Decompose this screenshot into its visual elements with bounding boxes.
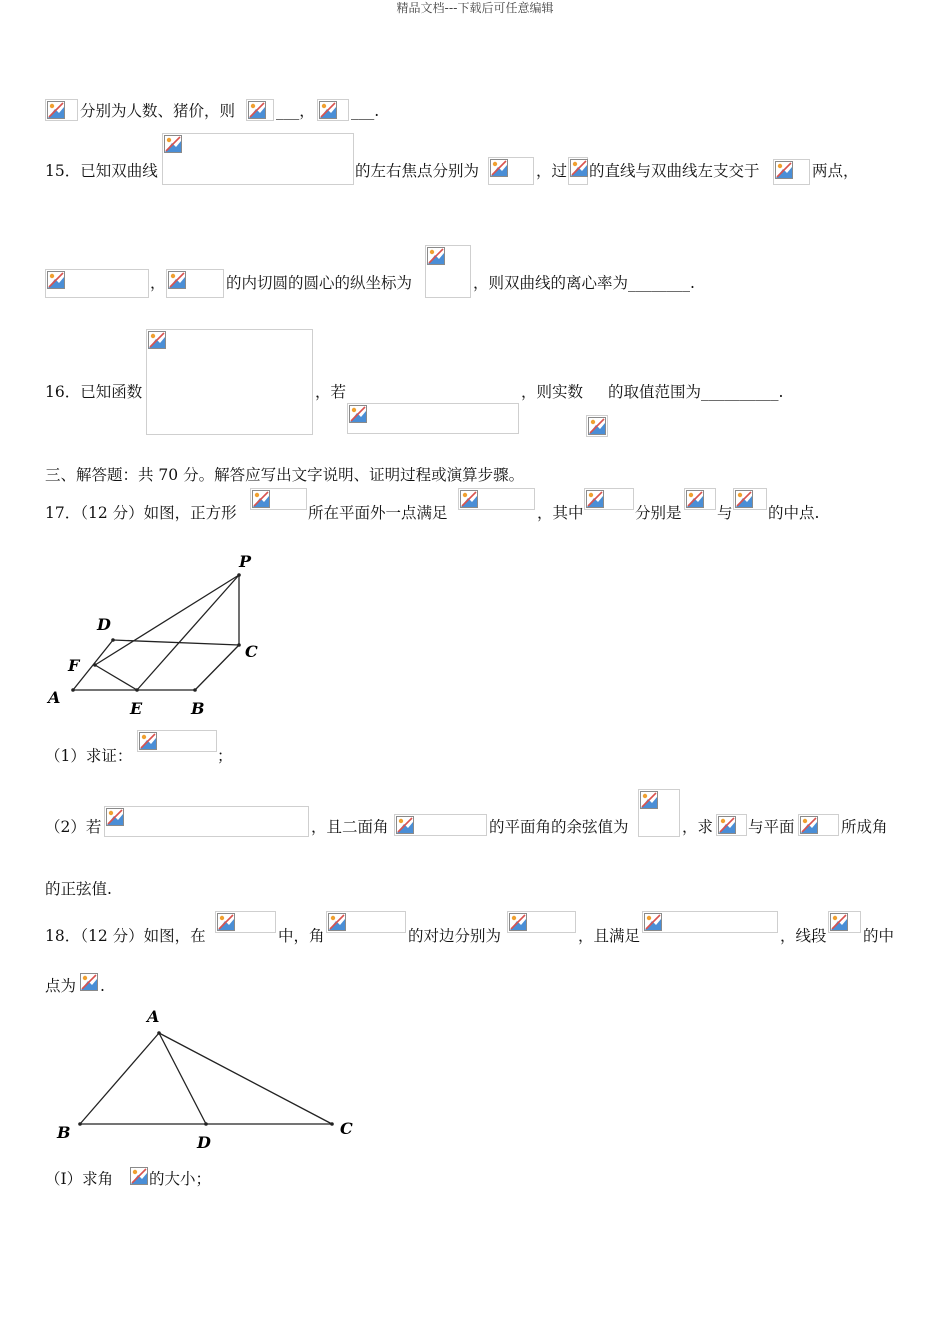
broken-image-icon: [489, 158, 509, 178]
broken-image-icon: [569, 158, 589, 178]
text-line: ___，: [276, 102, 315, 120]
formula-image: [798, 814, 839, 836]
text-line: ，线段: [780, 927, 827, 945]
formula-image: [166, 269, 224, 298]
vertex-dots: [78, 1031, 334, 1126]
text-line: 的直线与双曲线左支交于: [589, 162, 760, 180]
page-header: 精品文档---下载后可任意编辑: [396, 1, 554, 15]
broken-image-icon: [685, 489, 705, 509]
triangle-edges: [80, 1033, 332, 1124]
broken-image-icon: [327, 912, 347, 932]
vertex-label-e: E: [130, 699, 143, 718]
formula-image: [250, 488, 307, 510]
formula-image: [326, 911, 406, 933]
text-line: ，且满足: [578, 927, 641, 945]
formula-image: [425, 245, 471, 298]
broken-image-icon: [717, 815, 737, 835]
text-line: 的平面角的余弦值为: [489, 818, 629, 836]
text-line: .: [100, 977, 105, 995]
text-line: 的内切圆的圆心的纵坐标为: [226, 274, 413, 292]
problem-16-text: 16．已知函数: [45, 383, 143, 401]
formula-image: [347, 403, 519, 434]
formula-image: [162, 133, 354, 185]
formula-image: [642, 911, 778, 933]
broken-image-icon: [247, 100, 267, 120]
text-line: 的中点.: [768, 504, 820, 522]
vertex-label-p: P: [239, 552, 252, 571]
broken-image-icon: [216, 912, 236, 932]
formula-image: [104, 806, 309, 837]
part-1-text: （1）求证：: [45, 747, 133, 765]
text-line: 的大小；: [149, 1170, 212, 1188]
text-line: 与平面: [748, 818, 795, 836]
broken-image-icon: [163, 134, 183, 154]
broken-image-icon: [774, 160, 794, 180]
text-line: 分别是: [635, 504, 682, 522]
part-i-text: （Ⅰ）求角: [45, 1170, 114, 1188]
formula-image: [638, 789, 680, 837]
problem-17-text: 17．（12 分）如图，正方形: [45, 504, 237, 522]
section-heading: 三、解答题：共 70 分。解答应写出文字说明、证明过程或演算步骤。: [45, 466, 525, 484]
text-line: 所在平面外一点满足: [308, 504, 448, 522]
formula-image: [146, 329, 313, 435]
formula-image: [394, 814, 487, 836]
vertex-label-b: B: [57, 1123, 71, 1142]
broken-image-icon: [734, 489, 754, 509]
vertex-label-b: B: [191, 699, 205, 718]
vertex-label-d: D: [197, 1133, 211, 1152]
text-line: 两点，: [812, 162, 859, 180]
text-line: 的中: [863, 927, 895, 945]
formula-image: [773, 159, 810, 185]
formula-image: [488, 157, 534, 185]
broken-image-icon: [167, 270, 187, 290]
broken-image-icon: [585, 489, 605, 509]
broken-image-icon: [348, 404, 368, 424]
text-line: 的正弦值.: [45, 880, 112, 898]
broken-image-icon: [318, 100, 338, 120]
vertex-label-c: C: [340, 1119, 353, 1138]
broken-image-icon: [587, 416, 607, 436]
problem-15-text: 15．已知双曲线: [45, 162, 158, 180]
text-line: 的对边分别为: [408, 927, 502, 945]
text-line: ，过: [536, 162, 568, 180]
vertex-label-a: A: [147, 1007, 160, 1026]
broken-image-icon: [251, 489, 271, 509]
formula-image: [246, 99, 274, 121]
text-line: ；: [217, 747, 233, 765]
problem-18-text: 18．（12 分）如图，在: [45, 927, 206, 945]
formula-image: [733, 488, 767, 510]
broken-image-icon: [138, 731, 158, 751]
formula-image: [586, 415, 608, 437]
text-line: 中，角: [278, 927, 325, 945]
broken-image-icon: [459, 489, 479, 509]
text-line: ___.: [351, 102, 380, 120]
broken-image-icon: [147, 330, 167, 350]
broken-image-icon: [79, 972, 99, 992]
broken-image-icon: [643, 912, 663, 932]
vertex-label-f: F: [68, 656, 80, 675]
text-line: 分别为人数、猪价，则: [80, 102, 236, 120]
text-line: 点为: [45, 977, 77, 995]
formula-image: [458, 488, 535, 510]
broken-image-icon: [129, 1166, 149, 1186]
formula-image: [137, 730, 217, 752]
text-line: ，其中: [537, 504, 584, 522]
vertex-label-d: D: [97, 615, 111, 634]
broken-image-icon: [799, 815, 819, 835]
broken-image-icon: [46, 270, 66, 290]
vertex-label-a: A: [48, 688, 61, 707]
broken-image-icon: [105, 807, 125, 827]
formula-image: [716, 814, 747, 836]
formula-image: [584, 488, 634, 510]
text-line: ，且二面角: [311, 818, 389, 836]
pyramid-figure: [40, 548, 270, 718]
formula-image: [79, 972, 100, 993]
part-2-text: （2）若: [45, 818, 102, 836]
text-line: 的左右焦点分别为: [355, 162, 480, 180]
text-line: ，: [150, 274, 166, 292]
text-line: 与: [717, 504, 733, 522]
text-line: ，求: [682, 818, 714, 836]
formula-image: [45, 269, 149, 298]
text-line: ，则实数: [521, 383, 584, 401]
triangle-figure: [50, 1005, 370, 1155]
broken-image-icon: [395, 815, 415, 835]
formula-image: [45, 99, 78, 121]
broken-image-icon: [46, 100, 66, 120]
formula-image: [828, 911, 861, 933]
vertex-label-c: C: [245, 642, 258, 661]
formula-image: [507, 911, 576, 933]
text-line: 的取值范围为__________.: [608, 383, 784, 401]
broken-image-icon: [426, 246, 446, 266]
formula-image: [215, 911, 276, 933]
broken-image-icon: [508, 912, 528, 932]
formula-image: [568, 157, 588, 185]
text-line: 所成角: [841, 818, 888, 836]
formula-image: [317, 99, 349, 121]
formula-image: [684, 488, 716, 510]
formula-image: [129, 1166, 149, 1187]
broken-image-icon: [829, 912, 849, 932]
text-line: ，若: [315, 383, 347, 401]
text-line: ，则双曲线的离心率为________.: [473, 274, 695, 292]
broken-image-icon: [639, 790, 659, 810]
